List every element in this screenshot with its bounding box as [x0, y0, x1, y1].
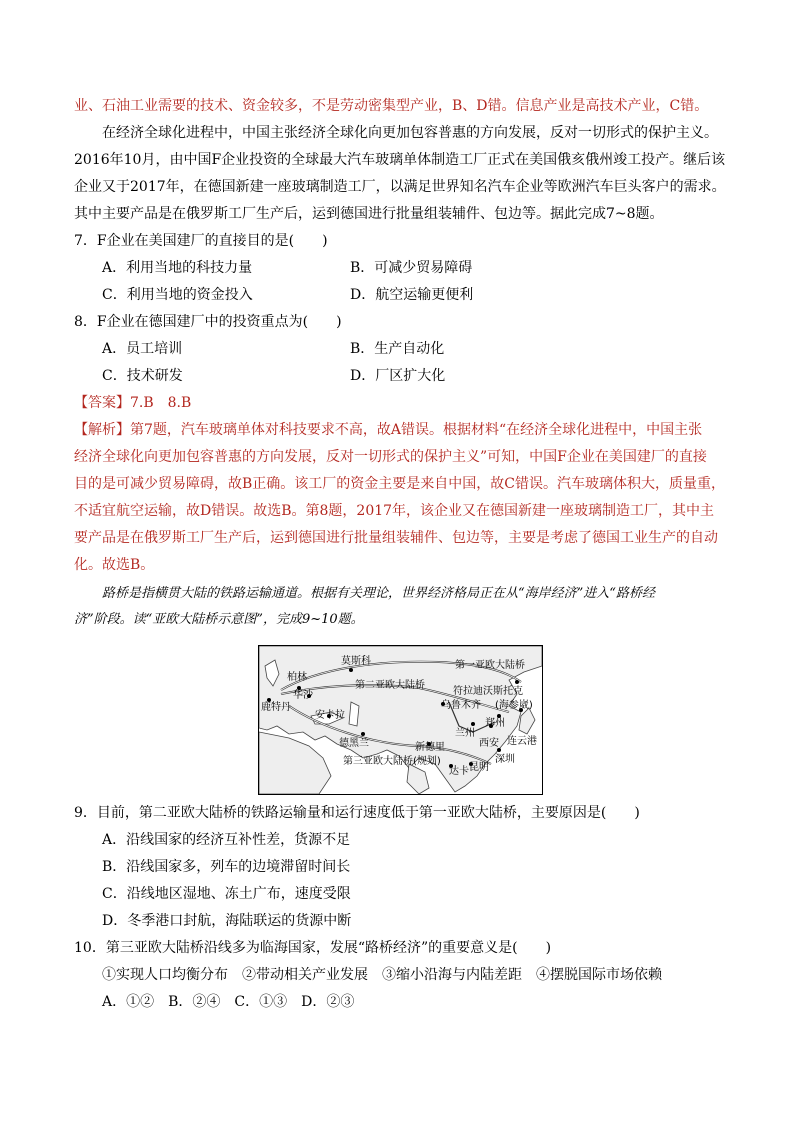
map-label-warsaw: 华沙 — [293, 690, 313, 701]
passage-line: 在经济全球化进程中，中国主张经济全球化向更加包容普惠的方向发展，反对一切形式的保护主义。 — [102, 125, 718, 141]
city-marker-tehran — [361, 732, 365, 736]
analysis-line: 经济全球化向更加包容普惠的方向发展，反对一切形式的保护主义”可知，中国F企业在美国建厂的直接 — [74, 449, 707, 465]
map-label-moscow: 莫斯科 — [341, 656, 371, 667]
q8-option-b: B．生产自动化 — [350, 341, 445, 357]
eurasian-land-bridge-map — [258, 645, 543, 795]
question-8-stem: 8．F企业在德国建厂中的投资重点为( ) — [74, 314, 342, 330]
map-label-rotterdam: 鹿特丹 — [261, 702, 291, 713]
q9-option-b: B．沿线国家多，列车的边境滞留时间长 — [102, 859, 351, 875]
map-label-second-bridge: 第二亚欧大陆桥 — [355, 680, 425, 691]
map-label-berlin: 柏林 — [287, 672, 307, 683]
map-label-newdelhi: 新德里 — [415, 742, 445, 753]
city-marker-lanzhou — [471, 722, 475, 726]
q9-option-c: C．沿线地区湿地、冻土广布，速度受限 — [102, 886, 351, 902]
passage-line: 其中主要产品是在俄罗斯工厂生产后，运到德国进行批量组装辅件、包边等。据此完成7~8题。 — [74, 206, 664, 222]
q10-choices: A．①② B．②④ C．①③ D．②③ — [102, 994, 355, 1010]
question-7-stem: 7．F企业在美国建厂的直接目的是( ) — [74, 233, 328, 249]
q7-option-b: B．可减少贸易障碍 — [350, 260, 473, 276]
africa-landmass — [259, 732, 331, 794]
map-label-ankara: 安卡拉 — [315, 710, 345, 721]
india-landmass — [407, 764, 429, 794]
analysis-line: 要产品是在俄罗斯工厂生产后，运到德国进行批量组装辅件、包边等，主要是考虑了德国工业生产的自动 — [74, 530, 718, 546]
question-9-stem: 9．目前，第二亚欧大陆桥的铁路运输量和运行速度低于第一亚欧大陆桥，主要原因是( ) — [74, 805, 640, 821]
map-label-urumqi: 乌鲁木齐 — [441, 700, 481, 711]
q7-option-c: C．利用当地的资金投入 — [102, 287, 253, 303]
map-label-kunming: 昆明 — [469, 762, 489, 773]
question-10-stem: 10．第三亚欧大陆桥沿线多为临海国家，发展“路桥经济”的重要意义是( ) — [74, 940, 552, 956]
analysis-line: 【解析】第7题，汽车玻璃单体对科技要求不高，故A错误。根据材料“在经济全球化进程中，中国主张 — [74, 422, 703, 438]
q8-option-d: D．厂区扩大化 — [350, 368, 446, 384]
analysis-line: 化。故选B。 — [74, 557, 155, 573]
intro-line: 业、石油工业需要的技术、资金较多，不是劳动密集型产业，B、D错。信息产业是高技术产业，C错。 — [74, 98, 709, 114]
passage-line: 2016年10月，由中国F企业投资的全球最大汽车玻璃单体制造工厂正式在美国俄亥俄州竣工投产。继后该 — [74, 152, 726, 168]
caspian-sea — [349, 702, 359, 726]
q9-option-d: D．冬季港口封航，海陆联运的货源中断 — [102, 913, 352, 929]
q10-items: ①实现人口均衡分布 ②带动相关产业发展 ③缩小沿海与内陆差距 ④摆脱国际市场依赖 — [102, 967, 662, 983]
city-marker-vladivostok — [515, 680, 519, 684]
passage-line: 企业又于2017年，在德国新建一座玻璃制造工厂，以满足世界知名汽车企业等欧洲汽车巨头客户的需求。 — [74, 179, 726, 195]
map-label-dhaka: 达卡 — [449, 766, 469, 777]
map-svg — [259, 646, 542, 794]
q8-option-a: A．员工培训 — [102, 341, 183, 357]
map-label-zhengzhou: 郑州 — [485, 718, 505, 729]
map-label-first-bridge: 第一亚欧大陆桥 — [455, 660, 525, 671]
map-label-xian: 西安 — [479, 738, 499, 749]
map-label-lanzhou: 兰州 — [455, 728, 475, 739]
q8-option-c: C．技术研发 — [102, 368, 183, 384]
q7-option-d: D．航空运输更便利 — [350, 287, 474, 303]
map-label-shenzhen: 深圳 — [495, 754, 515, 765]
analysis-line: 不适宜航空运输，故D错误。故选B。第8题，2017年，该企业又在德国新建一座玻璃制造工厂，其中主 — [74, 503, 715, 519]
q7-option-a: A．利用当地的科技力量 — [102, 260, 253, 276]
analysis-line: 目的是可减少贸易障碍，故B正确。该工厂的资金主要是来自中国，故C错误。汽车玻璃体积大，质量重， — [74, 476, 725, 492]
q9-option-a: A．沿线国家的经济互补性差，货源不足 — [102, 832, 351, 848]
map-label-vladivostok: 符拉迪沃斯托克 — [453, 686, 523, 697]
map-label-lianyungang: 连云港 — [507, 736, 537, 747]
map-label-third-bridge: 第三亚欧大陆桥(规划) — [343, 756, 441, 767]
passage2-line: 路桥是指横贯大陆的铁路运输通道。根据有关理论，世界经济格局正在从“海岸经济”进入“路桥经 — [102, 586, 655, 601]
answer-line: 【答案】7.B 8.B — [74, 395, 192, 411]
map-label-tehran: 德黑兰 — [339, 738, 369, 749]
city-marker-moscow — [349, 668, 353, 672]
map-label-haishenwai: (海参崴) — [495, 700, 533, 711]
passage2-line: 济”阶段。读“亚欧大陆桥示意图”，完成9~10题。 — [74, 612, 364, 627]
